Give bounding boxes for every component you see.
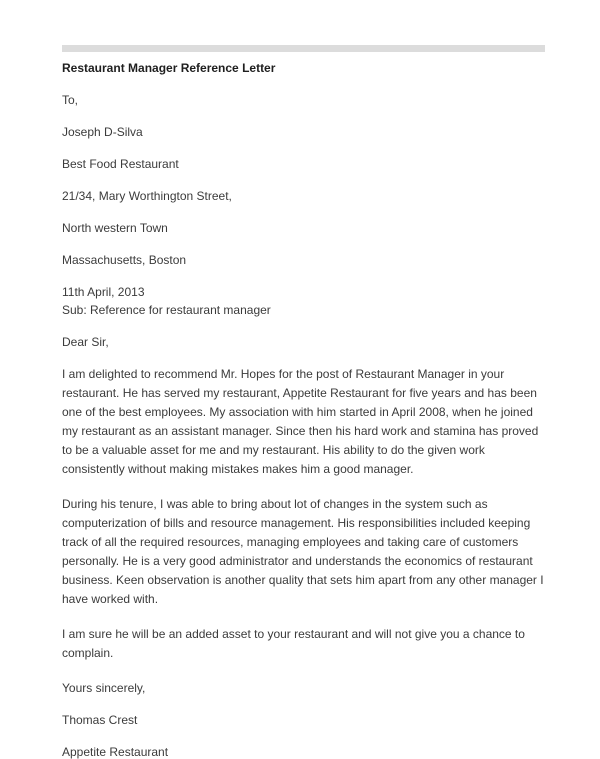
letter-subject: Sub: Reference for restaurant manager	[62, 303, 271, 317]
document-title: Restaurant Manager Reference Letter	[62, 61, 276, 75]
recipient-town: North western Town	[62, 221, 168, 235]
letter-salutation: Dear Sir,	[62, 335, 109, 349]
header-divider	[62, 45, 545, 52]
signature-organization: Appetite Restaurant	[62, 745, 169, 759]
letter-paragraph: I am sure he will be an added asset to your restaurant and will not give you a chance to complain.	[62, 627, 525, 660]
recipient-organization: Best Food Restaurant	[62, 157, 179, 171]
recipient-to: To,	[62, 93, 79, 107]
recipient-name: Joseph D-Silva	[62, 125, 143, 139]
letter-date: 11th April, 2013	[62, 285, 145, 299]
recipient-state-city: Massachusetts, Boston	[62, 253, 187, 267]
letter-paragraph: I am delighted to recommend Mr. Hopes for the post of Restaurant Manager in your restaurant. He has served my restaurant, Appetite Restaurant for five years and has been one of the best employees. My association with him started in April 2008, when he joined my restaurant as an assistant manager. Since then his hard work and stamina has proved to be a valuable asset for me and my restaurant. His ability to do the given work consistently without making mistakes makes him a good manager.	[62, 367, 539, 476]
recipient-street: 21/34, Mary Worthington Street,	[62, 189, 232, 203]
signature-name: Thomas Crest	[62, 713, 138, 727]
letter-closing: Yours sincerely,	[62, 681, 146, 695]
letter-paragraph: During his tenure, I was able to bring about lot of changes in the system such as computerization of bills and resource management. His responsibilities included keeping track of all the required resources, managing employees and taking care of customers personally. He is a very good administrator and understands the economics of restaurant business. Keen observation is another quality that sets him apart from any other manager I have worked with.	[62, 497, 544, 606]
